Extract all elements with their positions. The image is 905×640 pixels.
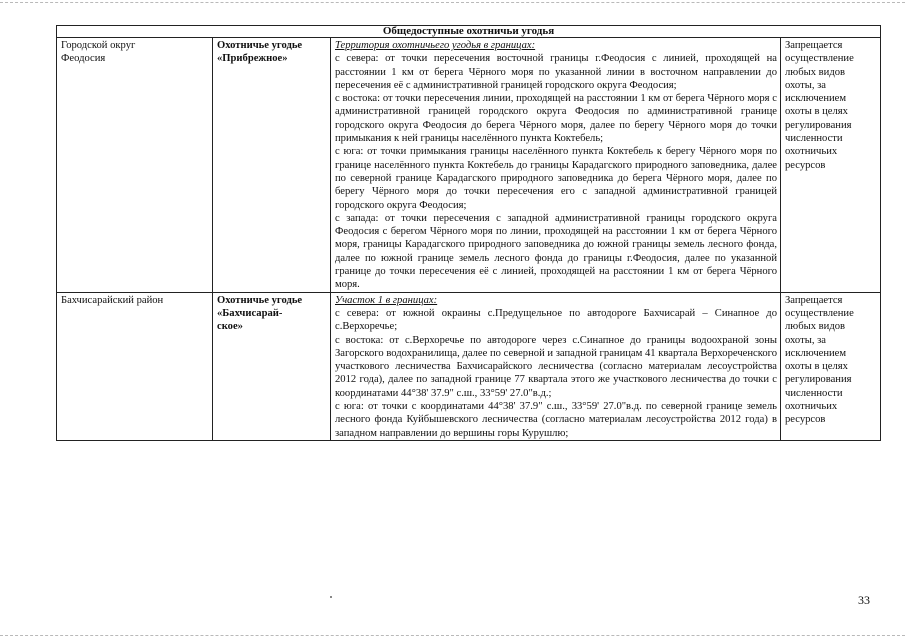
boundary-east: с востока: от точки пересечения линии, проходящей на расстоянии 1 км от берега Чёрного моря с административной границей городского округа Феодосия по административной границе городского округа Феодосия до берега Чёрного моря, далее по берегу Чёрного моря до точки примыкания к ней границы населённого пункта Коктебель; [335,93,777,145]
hunting-ground-cell: Охотничье угодье «Прибрежное» [213,38,331,293]
hunting-grounds-table [56,25,881,441]
scan-speck [330,596,332,598]
boundary-description-cell [331,292,781,440]
scan-edge-bottom [0,635,905,636]
table-header-row [57,26,881,38]
region-cell: Бахчисарайский район [57,292,213,440]
restriction-cell: Запрещается осуществление любых видов охоты, за исключением охоты в целях регулирования численности охотничьих ресурсов [781,292,881,440]
boundary-south: с юга: от точки с координатами 44°38' 37.9" с.ш., 33°59' 27.0"в.д. по северной границе земель лесного фонда Куйбышевского лесничества (согласно материалам лесоустройства 2012 года) в западном направлении до вершины горы Курушлю; [335,401,777,439]
boundary-west: с запада: от точки пересечения с западной административной границы городского округа Феодосия с берегом Чёрного моря по линии, проходящей на расстоянии 1 км от берега Чёрного моря, границы Карадагского природного заповедника до южной границы земель лесного фонда, далее по южной границе земель лесного фонда до границы г.Феодосия, далее по указанной границе до точки пересечения её с линией, проходящей на расстоянии 1 км от берега Чёрного моря. [335,212,777,291]
hunting-ground-cell: Охотничье угодье «Бахчисарай- ское» [213,292,331,440]
boundary-description-cell [331,38,781,293]
boundary-south: с юга: от точки примыкания границы населённого пункта Коктебель к берегу Чёрного моря по границе населённого пункта Коктебель до границы Карадагского природного заповедника, далее по северной границе Карадагского природного заповедника до берега Чёрного моря, далее по берегу Чёрного моря до точки пересечения его с западной административной границей городского округа Феодосия; [335,146,777,211]
boundary-subtitle: Территория охотничьего угодья в границах: [335,40,536,51]
boundary-east: с востока: от с.Верхоречье по автодороге через с.Синапное до границы водоохраной зоны Загорского водохранилища, далее по северной и западной границам 41 квартала Верхореченского участкового лесничества Бахчисарайского лесничества (согласно материалам лесоустройства 2012 года), далее по западной границе 77 квартала этого же участкового лесничества до точки с координатами 44°38' 37.9" с.ш., 33°59' 27.0"в.д.; [335,334,777,399]
boundary-north: с севера: от южной окраины с.Предущельное по автодороге Бахчисарай – Синапное до с.Верхоречье; [335,307,777,333]
table-title: Общедоступные охотничьи угодья [57,26,881,38]
boundary-subtitle: Участок 1 в границах: [335,294,438,306]
boundary-north: с севера: от точки пересечения восточной границы г.Феодосия с линией, проходящей на расстоянии 1 км от берега Чёрного моря по указанной линии в восточном направлении до пересечения её с административной границей городского округа Феодосия; [335,53,777,91]
table-row [57,38,881,293]
scan-edge-top [0,2,905,3]
restriction-cell: Запрещается осуществление любых видов охоты, за исключением охоты в целях регулирования численности охотничьих ресурсов [781,38,881,293]
region-cell: Городской округ Феодосия [57,38,213,293]
page-number: 33 [858,593,870,607]
table-row [57,292,881,440]
